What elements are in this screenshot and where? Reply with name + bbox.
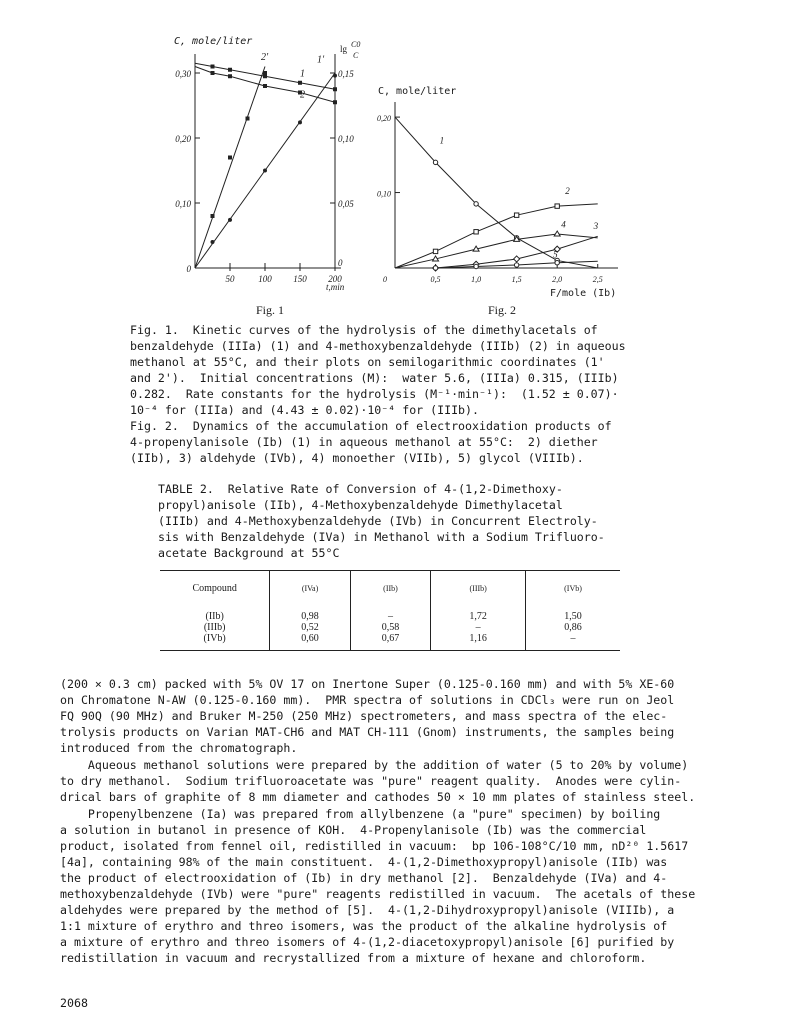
fig2-ylabel: C, mole/liter — [378, 86, 457, 97]
fig2-caption-label: Fig. 2 — [488, 303, 517, 317]
fig2-x-tick-label: 2,5 — [592, 275, 603, 284]
table-cell-compound: (IIIb) — [160, 622, 270, 633]
fig2-point-5 — [433, 266, 437, 270]
text-line: on Chromatone N-AW (0.125-0.160 mm). PMR spectra of solutions in CDCl₃ were run on Jeol — [60, 693, 675, 707]
fig2-series-4-line — [395, 234, 598, 268]
text-line: TABLE 2. Relative Rate of Conversion of 4-(1,2-Dimethoxy- — [158, 482, 563, 496]
fig1-point-1 — [228, 68, 232, 72]
figure-2-chart — [360, 80, 630, 310]
page-number: 2068 — [60, 996, 88, 1010]
text-line: acetate Background at 55°C — [158, 546, 340, 560]
fig1-ylabel-right-num: C0 — [351, 40, 361, 49]
fig1-right-tick-label: 0,10 — [338, 134, 354, 144]
text-line: methoxybenzaldehyde (IVb) were "pure" reagents redistilled in vacuum. The acetals of these — [60, 887, 696, 901]
text-line: Fig. 1. Kinetic curves of the hydrolysis of the dimethylacetals of — [130, 323, 598, 337]
fig1-curve-label: 1 — [300, 68, 305, 80]
fig2-point-1 — [474, 202, 478, 206]
table-cell-value: 0,58 — [350, 622, 430, 633]
fig2-point-5 — [555, 261, 559, 265]
table-cell-value: – — [431, 622, 526, 633]
text-line: introduced from the chromatograph. — [60, 741, 298, 755]
fig1-right-tick-label: 0,15 — [338, 69, 354, 79]
fig2-point-1 — [433, 160, 437, 164]
fig1-point-2 — [211, 71, 215, 75]
table-cell-compound: (IIb) — [160, 605, 270, 622]
table2-header-iiib: (IIIb) — [431, 571, 526, 605]
text-line: 1:1 mixture of erythro and threo isomers, was the product of the alkaline hydrolysis of — [60, 919, 668, 933]
text-line: methanol at 55°C, and their plots on semilogarithmic coordinates (1' — [130, 355, 605, 369]
fig2-point-5 — [474, 264, 478, 268]
fig2-xlabel: F/mole (Ib) — [550, 288, 617, 299]
table-cell-value: 0,86 — [564, 622, 582, 633]
fig1-x-tick-label: 150 — [293, 274, 307, 284]
fig2-series-5-line — [395, 261, 598, 268]
text-line: 0.282. Rate constants for the hydrolysis (M⁻¹·min⁻¹): (1.52 ± 0.07)· — [130, 387, 619, 401]
table-row — [160, 633, 620, 650]
table2-header-ivb: (IVb) — [564, 583, 582, 593]
text-line: Fig. 2. Dynamics of the accumulation of electrooxidation products of — [130, 419, 612, 433]
text-line: propyl)anisole (IIb), 4-Methoxybenzaldehyde Dimethylacetal — [158, 498, 563, 512]
table-row — [160, 605, 620, 622]
fig2-x-tick-label: 2,0 — [552, 275, 563, 284]
fig1-right-tick-label: 0,05 — [338, 199, 354, 209]
fig2-point-2 — [474, 230, 478, 234]
text-line: to dry methanol. Sodium trifluoroacetate was "pure" reagent quality. Anodes were cylin- — [60, 774, 682, 788]
fig2-y-tick-label: 0 — [383, 275, 387, 284]
table2-header-iva: (IVa) — [270, 571, 350, 605]
fig1-x-unit: t,min — [326, 282, 345, 292]
fig1-caption — [130, 322, 626, 418]
fig1-x-tick-label: 100 — [258, 274, 272, 284]
fig1-point-1 — [211, 65, 215, 69]
fig1-caption-label: Fig. 1 — [256, 303, 285, 317]
table-cell-value: 0,98 — [270, 605, 350, 622]
fig2-point-3 — [514, 256, 520, 262]
fig1-ylabel-right-prefix: lg — [340, 44, 348, 54]
fig1-left-tick-label: 0,20 — [175, 134, 191, 144]
fig2-curve-label: 4 — [561, 219, 566, 230]
table-cell-value: 0,60 — [270, 633, 350, 650]
fig1-point-1 — [333, 87, 337, 91]
fig1-point-2p — [228, 156, 232, 160]
text-line: benzaldehyde (IIIa) (1) and 4-methoxybenzaldehyde (IIIb) (2) in aqueous — [130, 339, 626, 353]
body-paragraph-1 — [60, 676, 674, 756]
table-row — [160, 622, 620, 633]
table2-header-iib: (IIb) — [350, 571, 430, 605]
fig2-series-2-line — [395, 204, 598, 268]
text-line: sis with Benzaldehyde (IVa) in Methanol with a Sodium Trifluoro- — [158, 530, 605, 544]
table2 — [160, 570, 620, 651]
text-line: a mixture of erythro and threo isomers of 4-(1,2-diacetoxypropyl)anisole [6] purified by — [60, 935, 675, 949]
fig1-x-tick-label: 200 — [328, 274, 342, 284]
fig1-point-1p — [333, 74, 337, 78]
text-line: Propenylbenzene (Ia) was prepared from allylbenzene (a "pure" specimen) by boiling — [60, 807, 661, 821]
table2-title — [158, 481, 605, 561]
fig1-left-tick-label: 0,30 — [175, 69, 191, 79]
table-cell-value: – — [350, 605, 430, 622]
table-cell-value: 1,50 — [564, 611, 582, 622]
fig2-caption — [130, 418, 612, 466]
text-line: 4-propenylanisole (Ib) (1) in aqueous methanol at 55°C: 2) diether — [130, 435, 598, 449]
table-cell-value: 0,67 — [350, 633, 430, 650]
text-line: 10⁻⁴ for (IIIa) and (4.43 ± 0.02)·10⁻⁴ for (IIIb). — [130, 403, 480, 417]
fig1-left-tick-label: 0 — [186, 264, 191, 274]
fig2-point-2 — [514, 213, 518, 217]
text-line: (200 × 0.3 cm) packed with 5% OV 17 on Inertone Super (0.125-0.160 mm) and with 5% XE-60 — [60, 677, 675, 691]
fig1-ylabel-right-den: C — [353, 51, 359, 60]
fig2-point-2 — [555, 204, 559, 208]
fig1-right-tick-label: 0 — [338, 258, 343, 268]
table2-header-compound: Compound — [160, 571, 270, 605]
fig1-point-2p — [263, 71, 267, 75]
text-line: a solution in butanol in presence of KOH. 4-Propenylanisole (Ib) was the commercial — [60, 823, 647, 837]
fig2-point-2 — [433, 249, 437, 253]
table-cell-value: 0,52 — [270, 622, 350, 633]
fig1-curve-label: 2' — [261, 52, 269, 63]
fig1-x-tick-label: 50 — [225, 274, 235, 284]
text-line: drical bars of graphite of 8 mm diameter and cathodes 50 × 10 mm plates of stainless steel. — [60, 790, 696, 804]
table-cell-compound: (IVb) — [160, 633, 270, 650]
fig2-y-tick-label: 0,10 — [377, 189, 391, 199]
text-line: [4a], containing 98% of the main constituent. 4-(1,2-Dimethoxypropyl)anisole (IIb) was — [60, 855, 668, 869]
fig1-point-1p — [228, 218, 232, 222]
fig1-point-2p — [211, 214, 215, 218]
fig2-series-3-line — [395, 236, 598, 268]
fig2-y-tick-label: 0,20 — [377, 114, 391, 124]
fig1-point-2 — [333, 100, 337, 104]
fig2-curve-label: 2 — [565, 186, 570, 197]
fig2-curve-label: 5 — [553, 249, 558, 260]
fig1-curve-label: 1' — [317, 54, 325, 66]
fig1-point-2 — [263, 84, 267, 88]
text-line: the product of electrooxidation of (Ib) in dry methanol [2]. Benzaldehyde (IVa) and 4- — [60, 871, 668, 885]
fig1-left-tick-label: 0,10 — [175, 199, 191, 209]
text-line: FQ 90Q (90 MHz) and Bruker M-250 (250 MHz) spectrometers, and mass spectra of the elec- — [60, 709, 668, 723]
table-cell-value: 1,72 — [431, 605, 526, 622]
fig1-point-1p — [298, 120, 302, 124]
fig1-point-2p — [246, 117, 250, 121]
body-paragraph-3 — [60, 806, 695, 966]
text-line: product, isolated from fennel oil, redistilled in vacuum: bp 106-108°C/10 mm, nD²⁰ 1.5617 — [60, 839, 689, 853]
fig2-point-5 — [514, 263, 518, 267]
body-paragraph-2 — [60, 757, 695, 805]
fig1-point-1 — [298, 81, 302, 85]
fig2-x-tick-label: 1,5 — [511, 275, 522, 284]
text-line: aldehydes were prepared by the method of [5]. 4-(1,2-Dihydroxypropyl)anisole (VIIIb), a — [60, 903, 675, 917]
table-cell-value: 1,16 — [431, 633, 526, 650]
fig1-point-1p — [211, 240, 215, 244]
text-line: trolysis products on Varian MAT-CH6 and MAT CH-111 (Gnom) instruments, the samples being — [60, 725, 675, 739]
fig1-point-1p — [263, 169, 267, 173]
table-cell-value: – — [570, 633, 576, 644]
fig2-point-4 — [554, 231, 560, 236]
figure-1-chart — [150, 30, 375, 330]
fig1-curve-label: 2 — [300, 89, 305, 101]
text-line: (IIb), 3) aldehyde (IVb), 4) monoether (VIIb), 5) glycol (VIIIb). — [130, 451, 584, 465]
fig2-x-tick-label: 1,0 — [471, 275, 482, 284]
text-line: and 2'). Initial concentrations (M): water 5.6, (IIIa) 0.315, (IIIb) — [130, 371, 619, 385]
fig1-series-2p-line — [195, 67, 265, 269]
text-line: (IIIb) and 4-Methoxybenzaldehyde (IVb) in Concurrent Electroly- — [158, 514, 598, 528]
fig2-curve-label: 3 — [593, 220, 599, 231]
fig2-curve-label: 1 — [439, 135, 445, 146]
text-line: redistillation in vacuum and recrystallized from a mixture of hexane and chloroform. — [60, 951, 647, 965]
text-line: Aqueous methanol solutions were prepared by the addition of water (5 to 20% by volume) — [60, 758, 689, 772]
fig2-x-tick-label: 0,5 — [430, 275, 441, 284]
fig1-ylabel-left: C, mole/liter — [174, 36, 253, 47]
fig1-point-2 — [228, 74, 232, 78]
